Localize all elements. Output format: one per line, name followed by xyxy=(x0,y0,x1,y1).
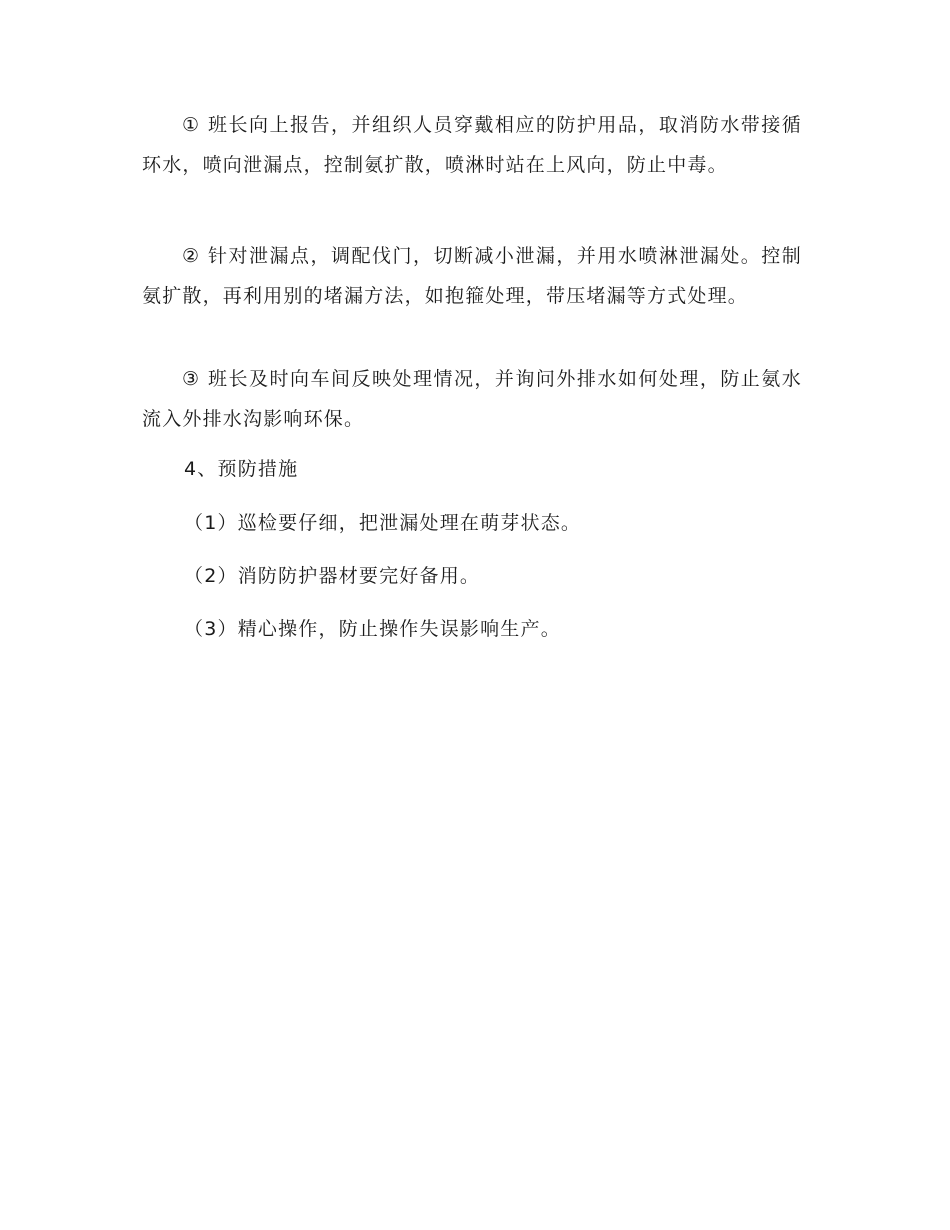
measure-item-2: （2）消防防护器材要完好备用。 xyxy=(184,565,481,587)
measure-item-1: （1）巡检要仔细，把泄漏处理在萌芽状态。 xyxy=(184,512,582,534)
paragraph-step-1: ① 班长向上报告，并组织人员穿戴相应的防护用品，取消防水带接循环水，喷向泄漏点，控制氨扩散，喷淋时站在上风向，防止中毒。 xyxy=(142,114,802,176)
measure-item-3: （3）精心操作，防止操作失误影响生产。 xyxy=(184,618,561,640)
paragraph-step-3: ③ 班长及时向车间反映处理情况，并询问外排水如何处理，防止氨水流入外排水沟影响环保。 xyxy=(142,368,802,430)
section-heading: 4、预防措施 xyxy=(184,458,299,480)
paragraph-step-2: ② 针对泄漏点，调配伐门，切断减小泄漏，并用水喷淋泄漏处。控制氨扩散，再利用别的堵漏方法，如抱箍处理，带压堵漏等方式处理。 xyxy=(142,245,802,307)
